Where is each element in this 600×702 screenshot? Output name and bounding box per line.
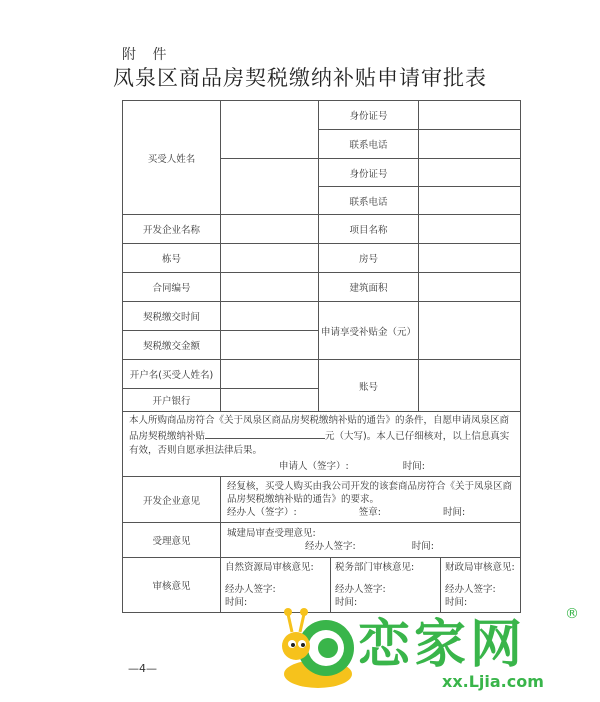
floor-area-label: 建筑面积 bbox=[319, 273, 419, 302]
tax-time-value[interactable] bbox=[221, 302, 319, 331]
declaration-part-2: 元（大写)。本人已仔细核对，以上信息真实有效，否则自愿承担法律后果。 bbox=[129, 431, 510, 456]
phone-label-2: 联系电话 bbox=[319, 187, 419, 215]
subsidy-amount-label: 申请享受补贴金（元） bbox=[319, 302, 419, 360]
snail-pupil-right bbox=[301, 643, 305, 647]
buyer-name-value-2[interactable] bbox=[221, 159, 319, 215]
id-number-label-1: 身份证号 bbox=[319, 101, 419, 130]
subsidy-amount-value[interactable] bbox=[419, 302, 521, 360]
snail-shell-core bbox=[318, 638, 338, 658]
application-form-table bbox=[122, 100, 521, 613]
project-label: 项目名称 bbox=[319, 215, 419, 244]
id-number-value-1[interactable] bbox=[419, 101, 521, 130]
buyer-name-value-1[interactable] bbox=[221, 101, 319, 159]
project-value[interactable] bbox=[419, 215, 521, 244]
account-no-value[interactable] bbox=[419, 360, 521, 412]
developer-value[interactable] bbox=[221, 215, 319, 244]
applicant-sign-label: 申请人（签字）: bbox=[279, 461, 349, 472]
resources-handler-label: 经办人签字: bbox=[225, 584, 276, 595]
housing-review-label: 城建局审查受理意见: bbox=[227, 528, 316, 539]
developer-time-label: 时间: bbox=[443, 507, 466, 518]
snail-head bbox=[282, 632, 310, 660]
finance-handler-label: 经办人签字: bbox=[445, 584, 496, 595]
acceptance-time-label: 时间: bbox=[411, 541, 434, 552]
developer-opinion-cell bbox=[221, 477, 521, 523]
developer-sign-row bbox=[227, 506, 514, 519]
brand-watermark-text: 恋家网 bbox=[358, 615, 527, 675]
phone-value-1[interactable] bbox=[419, 130, 521, 159]
finance-time-label: 时间: bbox=[445, 597, 468, 608]
approval-opinion-label: 审核意见 bbox=[123, 558, 221, 613]
snail-pupil-left bbox=[291, 643, 295, 647]
id-number-label-2: 身份证号 bbox=[319, 159, 419, 187]
finance-review-label: 财政局审核意见: bbox=[445, 562, 515, 573]
account-name-label: 开户名(买受人姓名) bbox=[123, 360, 221, 389]
developer-opinion-text: 经复核，买受人购买由我公司开发的该套商品房符合《关于凤泉区商品房契税缴纳补贴的通告》的要求。 bbox=[227, 481, 513, 505]
tax-time-label: 时间: bbox=[335, 597, 358, 608]
declaration-text bbox=[129, 414, 514, 458]
registered-mark: ® bbox=[565, 606, 579, 622]
bank-value[interactable] bbox=[221, 389, 319, 412]
page-number: —4— bbox=[128, 662, 157, 675]
tax-time-label: 契税缴交时间 bbox=[123, 302, 221, 331]
applicant-sign-row bbox=[129, 460, 514, 474]
phone-value-2[interactable] bbox=[419, 187, 521, 215]
tax-review-label: 税务部门审核意见: bbox=[335, 562, 415, 573]
buyer-name-label: 买受人姓名 bbox=[123, 101, 221, 215]
acceptance-opinion-label: 受理意见 bbox=[123, 523, 221, 558]
snail-antenna-tip-left bbox=[284, 608, 292, 616]
tax-amount-label: 契税缴交金额 bbox=[123, 331, 221, 360]
developer-handler-label: 经办人（签字）: bbox=[227, 507, 297, 518]
snail-antenna-tip-right bbox=[300, 608, 308, 616]
acceptance-sign-row bbox=[227, 540, 514, 553]
applicant-time-label: 时间: bbox=[402, 461, 425, 472]
tax-handler-label: 经办人签字: bbox=[335, 584, 386, 595]
contract-no-label: 合同编号 bbox=[123, 273, 221, 302]
building-no-label: 栋号 bbox=[123, 244, 221, 273]
developer-label: 开发企业名称 bbox=[123, 215, 221, 244]
resources-time-label: 时间: bbox=[225, 597, 248, 608]
snail-antenna-left bbox=[288, 614, 292, 632]
building-no-value[interactable] bbox=[221, 244, 319, 273]
bank-label: 开户银行 bbox=[123, 389, 221, 412]
snail-antenna-right bbox=[300, 614, 304, 632]
contract-no-value[interactable] bbox=[221, 273, 319, 302]
page-title: 凤泉区商品房契税缴纳补贴申请审批表 bbox=[113, 66, 487, 90]
acceptance-handler-label: 经办人签字: bbox=[305, 541, 356, 552]
room-no-value[interactable] bbox=[419, 244, 521, 273]
account-name-value[interactable] bbox=[221, 360, 319, 389]
developer-opinion-label: 开发企业意见 bbox=[123, 477, 221, 523]
brand-watermark-url: xx.Ljia.com bbox=[442, 672, 544, 691]
resources-review-label: 自然资源局审核意见: bbox=[225, 562, 314, 573]
declaration-part-1: 本人所购商品房符合《关于凤泉区商品房契税缴纳补贴的通告》的条件，自愿申请凤泉区商品房契税缴纳补贴 bbox=[129, 415, 510, 442]
acceptance-opinion-cell bbox=[221, 523, 521, 558]
room-no-label: 房号 bbox=[319, 244, 419, 273]
id-number-value-2[interactable] bbox=[419, 159, 521, 187]
subsidy-amount-blank[interactable] bbox=[205, 428, 325, 439]
tax-amount-value[interactable] bbox=[221, 331, 319, 360]
account-no-label: 账号 bbox=[319, 360, 419, 412]
attachment-label: 附 件 bbox=[122, 47, 173, 63]
developer-seal-label: 签章: bbox=[358, 507, 381, 518]
declaration-cell bbox=[123, 412, 521, 477]
phone-label-1: 联系电话 bbox=[319, 130, 419, 159]
floor-area-value[interactable] bbox=[419, 273, 521, 302]
